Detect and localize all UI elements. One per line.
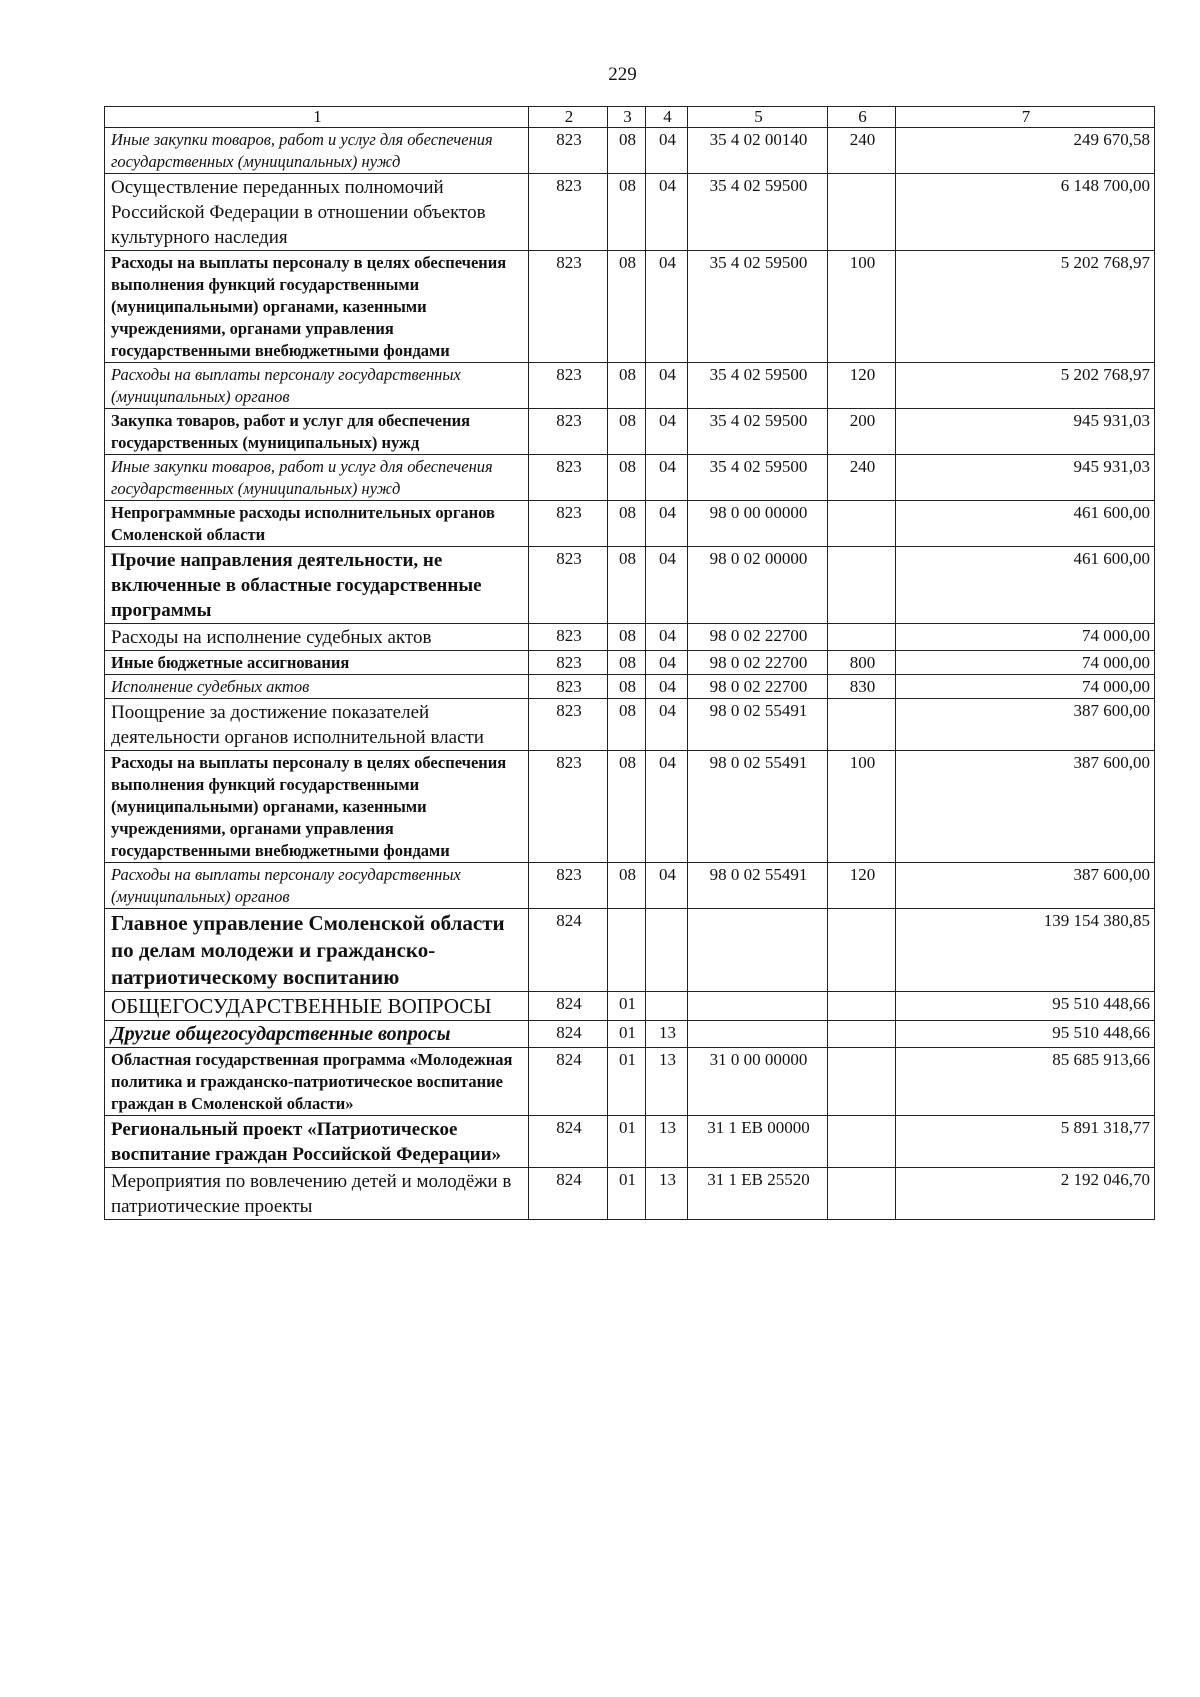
row-expense-type: 240 — [828, 128, 896, 174]
header-col-4: 4 — [646, 107, 688, 128]
row-target-code — [688, 1021, 828, 1048]
row-subsection-code: 04 — [646, 547, 688, 624]
row-expense-type: 240 — [828, 455, 896, 501]
row-target-code: 98 0 02 55491 — [688, 863, 828, 909]
row-name: ОБЩЕГОСУДАРСТВЕННЫЕ ВОПРОСЫ — [105, 992, 529, 1021]
row-name: Главное управление Смоленской области по делам молодежи и гражданско-патриотическому воспитанию — [105, 909, 529, 992]
row-section-code: 08 — [608, 128, 646, 174]
row-admin-code: 823 — [529, 863, 608, 909]
row-subsection-code: 04 — [646, 251, 688, 363]
row-amount: 5 891 318,77 — [896, 1116, 1155, 1168]
row-admin-code: 823 — [529, 409, 608, 455]
row-expense-type: 830 — [828, 675, 896, 699]
row-expense-type: 120 — [828, 863, 896, 909]
row-expense-type — [828, 992, 896, 1021]
table-row — [105, 501, 1155, 547]
row-target-code: 35 4 02 59500 — [688, 455, 828, 501]
row-target-code: 98 0 02 00000 — [688, 547, 828, 624]
row-expense-type — [828, 909, 896, 992]
row-name: Областная государственная программа «Молодежная политика и гражданско-патриотическое воспитание граждан в Смоленской области» — [105, 1048, 529, 1116]
row-name: Расходы на выплаты персоналу в целях обеспечения выполнения функций государственными (муниципальными) органами, казенными учреждениями, органами управления государственными внебюджетными фондами — [105, 751, 529, 863]
row-section-code: 01 — [608, 1048, 646, 1116]
header-col-7: 7 — [896, 107, 1155, 128]
row-admin-code: 823 — [529, 251, 608, 363]
row-subsection-code: 13 — [646, 1168, 688, 1220]
row-section-code: 01 — [608, 1116, 646, 1168]
row-expense-type: 100 — [828, 251, 896, 363]
row-section-code: 08 — [608, 251, 646, 363]
row-admin-code: 824 — [529, 1168, 608, 1220]
row-subsection-code: 04 — [646, 501, 688, 547]
row-expense-type — [828, 174, 896, 251]
row-section-code: 08 — [608, 863, 646, 909]
row-admin-code: 823 — [529, 128, 608, 174]
row-target-code: 98 0 02 55491 — [688, 751, 828, 863]
row-amount: 95 510 448,66 — [896, 992, 1155, 1021]
row-amount: 945 931,03 — [896, 455, 1155, 501]
row-section-code: 08 — [608, 409, 646, 455]
row-subsection-code: 04 — [646, 363, 688, 409]
row-section-code — [608, 909, 646, 992]
row-admin-code: 823 — [529, 547, 608, 624]
row-subsection-code — [646, 992, 688, 1021]
budget-table — [104, 106, 1155, 1220]
row-target-code: 31 0 00 00000 — [688, 1048, 828, 1116]
row-subsection-code: 04 — [646, 699, 688, 751]
row-amount: 6 148 700,00 — [896, 174, 1155, 251]
row-section-code: 08 — [608, 174, 646, 251]
row-subsection-code — [646, 909, 688, 992]
row-target-code: 35 4 02 00140 — [688, 128, 828, 174]
row-section-code: 08 — [608, 547, 646, 624]
row-amount: 139 154 380,85 — [896, 909, 1155, 992]
row-section-code: 08 — [608, 675, 646, 699]
row-name: Региональный проект «Патриотическое воспитание граждан Российской Федерации» — [105, 1116, 529, 1168]
row-subsection-code: 04 — [646, 751, 688, 863]
row-expense-type: 120 — [828, 363, 896, 409]
row-admin-code: 824 — [529, 992, 608, 1021]
row-admin-code: 823 — [529, 624, 608, 651]
row-subsection-code: 13 — [646, 1116, 688, 1168]
row-admin-code: 823 — [529, 501, 608, 547]
row-amount: 5 202 768,97 — [896, 363, 1155, 409]
header-col-5: 5 — [688, 107, 828, 128]
row-section-code: 01 — [608, 992, 646, 1021]
header-col-2: 2 — [529, 107, 608, 128]
row-admin-code: 823 — [529, 675, 608, 699]
row-expense-type — [828, 1116, 896, 1168]
row-target-code: 31 1 EB 25520 — [688, 1168, 828, 1220]
row-name: Иные бюджетные ассигнования — [105, 651, 529, 675]
row-expense-type — [828, 1168, 896, 1220]
page-number: 229 — [608, 64, 637, 85]
table-body — [105, 128, 1155, 1220]
table-row — [105, 128, 1155, 174]
row-target-code: 35 4 02 59500 — [688, 174, 828, 251]
row-target-code — [688, 909, 828, 992]
row-amount: 945 931,03 — [896, 409, 1155, 455]
row-name: Расходы на выплаты персоналу государственных (муниципальных) органов — [105, 363, 529, 409]
row-section-code: 08 — [608, 624, 646, 651]
row-name: Исполнение судебных актов — [105, 675, 529, 699]
row-expense-type — [828, 699, 896, 751]
row-name: Расходы на исполнение судебных актов — [105, 624, 529, 651]
table-row — [105, 251, 1155, 363]
row-name: Поощрение за достижение показателей деятельности органов исполнительной власти — [105, 699, 529, 751]
table-row — [105, 651, 1155, 675]
row-name: Иные закупки товаров, работ и услуг для обеспечения государственных (муниципальных) нужд — [105, 455, 529, 501]
row-amount: 74 000,00 — [896, 624, 1155, 651]
row-amount: 387 600,00 — [896, 699, 1155, 751]
row-expense-type: 800 — [828, 651, 896, 675]
table-row — [105, 863, 1155, 909]
row-admin-code: 823 — [529, 455, 608, 501]
row-expense-type — [828, 547, 896, 624]
row-subsection-code: 04 — [646, 455, 688, 501]
table-row — [105, 624, 1155, 651]
row-amount: 387 600,00 — [896, 863, 1155, 909]
row-amount: 387 600,00 — [896, 751, 1155, 863]
row-amount: 5 202 768,97 — [896, 251, 1155, 363]
row-admin-code: 824 — [529, 1116, 608, 1168]
row-admin-code: 824 — [529, 909, 608, 992]
row-name: Другие общегосударственные вопросы — [105, 1021, 529, 1048]
row-admin-code: 824 — [529, 1021, 608, 1048]
row-subsection-code: 04 — [646, 863, 688, 909]
row-name: Непрограммные расходы исполнительных органов Смоленской области — [105, 501, 529, 547]
table-row — [105, 1048, 1155, 1116]
row-name: Расходы на выплаты персоналу государственных (муниципальных) органов — [105, 863, 529, 909]
row-admin-code: 823 — [529, 699, 608, 751]
table-row — [105, 675, 1155, 699]
row-target-code — [688, 992, 828, 1021]
row-name: Осуществление переданных полномочий Российской Федерации в отношении объектов культурного наследия — [105, 174, 529, 251]
row-amount: 249 670,58 — [896, 128, 1155, 174]
row-subsection-code: 04 — [646, 128, 688, 174]
row-admin-code: 823 — [529, 363, 608, 409]
row-name: Прочие направления деятельности, не включенные в областные государственные программы — [105, 547, 529, 624]
row-section-code: 08 — [608, 363, 646, 409]
row-admin-code: 823 — [529, 751, 608, 863]
row-target-code: 98 0 02 55491 — [688, 699, 828, 751]
row-section-code: 08 — [608, 699, 646, 751]
row-subsection-code: 13 — [646, 1048, 688, 1116]
row-subsection-code: 04 — [646, 675, 688, 699]
row-name: Расходы на выплаты персоналу в целях обеспечения выполнения функций государственными (муниципальными) органами, казенными учреждениями, органами управления государственными внебюджетными фондами — [105, 251, 529, 363]
row-subsection-code: 04 — [646, 409, 688, 455]
row-target-code: 98 0 02 22700 — [688, 675, 828, 699]
row-target-code: 31 1 EB 00000 — [688, 1116, 828, 1168]
row-amount: 461 600,00 — [896, 547, 1155, 624]
row-amount: 74 000,00 — [896, 675, 1155, 699]
table-row — [105, 409, 1155, 455]
row-name: Закупка товаров, работ и услуг для обеспечения государственных (муниципальных) нужд — [105, 409, 529, 455]
table-row — [105, 751, 1155, 863]
row-expense-type — [828, 501, 896, 547]
table-row — [105, 1116, 1155, 1168]
row-subsection-code: 04 — [646, 174, 688, 251]
row-name: Мероприятия по вовлечению детей и молодёжи в патриотические проекты — [105, 1168, 529, 1220]
row-target-code: 98 0 00 00000 — [688, 501, 828, 547]
row-expense-type: 100 — [828, 751, 896, 863]
table-row — [105, 909, 1155, 992]
row-expense-type: 200 — [828, 409, 896, 455]
table-row — [105, 699, 1155, 751]
row-subsection-code: 04 — [646, 624, 688, 651]
row-target-code: 35 4 02 59500 — [688, 409, 828, 455]
row-target-code: 35 4 02 59500 — [688, 251, 828, 363]
header-row — [105, 107, 1155, 128]
table-row — [105, 455, 1155, 501]
row-section-code: 08 — [608, 501, 646, 547]
row-amount: 85 685 913,66 — [896, 1048, 1155, 1116]
header-col-6: 6 — [828, 107, 896, 128]
table-row — [105, 363, 1155, 409]
table-row — [105, 547, 1155, 624]
row-expense-type — [828, 624, 896, 651]
row-section-code: 08 — [608, 751, 646, 863]
row-target-code: 98 0 02 22700 — [688, 651, 828, 675]
table-row — [105, 174, 1155, 251]
row-admin-code: 823 — [529, 651, 608, 675]
row-expense-type — [828, 1021, 896, 1048]
header-col-3: 3 — [608, 107, 646, 128]
row-subsection-code: 04 — [646, 651, 688, 675]
row-target-code: 35 4 02 59500 — [688, 363, 828, 409]
row-admin-code: 824 — [529, 1048, 608, 1116]
row-name: Иные закупки товаров, работ и услуг для обеспечения государственных (муниципальных) нужд — [105, 128, 529, 174]
row-expense-type — [828, 1048, 896, 1116]
row-amount: 74 000,00 — [896, 651, 1155, 675]
row-target-code: 98 0 02 22700 — [688, 624, 828, 651]
row-section-code: 08 — [608, 455, 646, 501]
header-col-1: 1 — [105, 107, 529, 128]
row-section-code: 01 — [608, 1168, 646, 1220]
row-amount: 95 510 448,66 — [896, 1021, 1155, 1048]
row-amount: 461 600,00 — [896, 501, 1155, 547]
row-admin-code: 823 — [529, 174, 608, 251]
table-row — [105, 1168, 1155, 1220]
row-section-code: 08 — [608, 651, 646, 675]
table-row — [105, 992, 1155, 1021]
table-row — [105, 1021, 1155, 1048]
row-subsection-code: 13 — [646, 1021, 688, 1048]
row-section-code: 01 — [608, 1021, 646, 1048]
row-amount: 2 192 046,70 — [896, 1168, 1155, 1220]
